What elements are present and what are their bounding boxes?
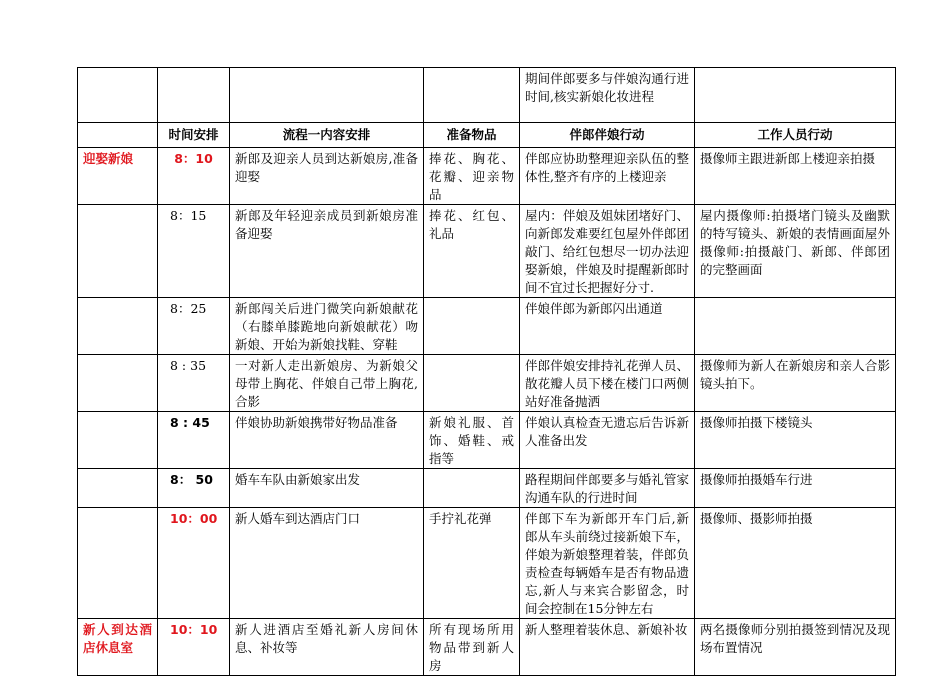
items-cell: 捧花、胸花、花瓣、迎亲物品 xyxy=(424,148,520,205)
staff-action-cell: 摄像师为新人在新娘房和亲人合影镜头拍下。 xyxy=(695,355,896,412)
header-cell-staff-action: 工作人员行动 xyxy=(695,123,896,148)
table-row xyxy=(78,619,896,676)
items-cell: 手拧礼花弹 xyxy=(424,508,520,619)
time-cell: 8：25 xyxy=(158,298,230,355)
time-cell: 8：10 xyxy=(158,148,230,205)
table-row xyxy=(78,148,896,205)
table-cell xyxy=(695,68,896,123)
staff-action-cell: 两名摄像师分别拍摄签到情况及现场布置情况 xyxy=(695,619,896,676)
stage-label xyxy=(78,355,158,412)
table-row xyxy=(78,412,896,469)
bride-groom-action-cell: 伴郎应协助整理迎亲队伍的整体性,整齐有序的上楼迎亲 xyxy=(520,148,695,205)
header-cell-items: 准备物品 xyxy=(424,123,520,148)
time-cell: 8 : 45 xyxy=(158,412,230,469)
table-row xyxy=(78,205,896,298)
content-cell: 婚车车队由新娘家出发 xyxy=(230,469,424,508)
stage-label xyxy=(78,298,158,355)
table-cell xyxy=(424,68,520,123)
items-cell xyxy=(424,298,520,355)
content-cell: 新人进酒店至婚礼新人房间休息、补妆等 xyxy=(230,619,424,676)
stage-label xyxy=(78,412,158,469)
content-cell: 新郎闯关后进门微笑向新娘献花（右膝单膝跪地向新娘献花）吻新娘、开始为新娘找鞋、穿鞋 xyxy=(230,298,424,355)
staff-action-cell xyxy=(695,298,896,355)
content-cell: 新郎及迎亲人员到达新娘房,准备迎娶 xyxy=(230,148,424,205)
time-cell: 8：15 xyxy=(158,205,230,298)
content-cell: 新郎及年轻迎亲成员到新娘房准备迎娶 xyxy=(230,205,424,298)
bride-groom-action-cell: 伴娘伴郎为新郎闪出通道 xyxy=(520,298,695,355)
items-cell: 所有现场所用物品带到新人房 xyxy=(424,619,520,676)
wedding-schedule-table xyxy=(77,67,896,676)
stage-label xyxy=(78,469,158,508)
table-row xyxy=(78,355,896,412)
bride-groom-action-cell: 期间伴郎要多与伴娘沟通行进时间,核实新娘化妆进程 xyxy=(520,68,695,123)
staff-action-cell: 摄像师主跟进新郎上楼迎亲拍摄 xyxy=(695,148,896,205)
table-cell xyxy=(78,68,158,123)
table-row xyxy=(78,298,896,355)
time-cell: 8： 50 xyxy=(158,469,230,508)
staff-action-cell: 摄像师、摄影师拍摄 xyxy=(695,508,896,619)
time-cell: 8 : 35 xyxy=(158,355,230,412)
stage-label: 新人到达酒店休息室 xyxy=(78,619,158,676)
header-cell-time: 时间安排 xyxy=(158,123,230,148)
items-cell: 捧花、红包、礼品 xyxy=(424,205,520,298)
bride-groom-action-cell: 伴娘认真检查无遗忘后告诉新人准备出发 xyxy=(520,412,695,469)
bride-groom-action-cell: 伴郎下车为新郎开车门后,新郎从车头前绕过接新娘下车，伴娘为新娘整理着装，伴郎负责检查每辆婚车是否有物品遗忘,新人与来宾合影留念，时间会控制在15分钟左右 xyxy=(520,508,695,619)
bride-groom-action-cell: 新人整理着装休息、新娘补妆 xyxy=(520,619,695,676)
items-cell: 新娘礼服、首饰、婚鞋、戒指等 xyxy=(424,412,520,469)
time-cell: 10：00 xyxy=(158,508,230,619)
header-cell-bride-groom-action: 伴郎伴娘行动 xyxy=(520,123,695,148)
content-cell: 伴娘协助新娘携带好物品准备 xyxy=(230,412,424,469)
bride-groom-action-cell: 路程期间伴郎要多与婚礼管家沟通车队的行进时间 xyxy=(520,469,695,508)
stage-label xyxy=(78,205,158,298)
table-row xyxy=(78,469,896,508)
bride-groom-action-cell: 伴郎伴娘安排持礼花弹人员、散花瓣人员下楼在楼门口两侧站好准备抛洒 xyxy=(520,355,695,412)
header-cell-content: 流程一内容安排 xyxy=(230,123,424,148)
time-cell: 10：10 xyxy=(158,619,230,676)
items-cell xyxy=(424,469,520,508)
header-cell-stage xyxy=(78,123,158,148)
stage-label xyxy=(78,508,158,619)
table-row xyxy=(78,68,896,123)
items-cell xyxy=(424,355,520,412)
staff-action-cell: 摄像师拍摄下楼镜头 xyxy=(695,412,896,469)
content-cell: 一对新人走出新娘房、为新娘父母带上胸花、伴娘自己带上胸花,合影 xyxy=(230,355,424,412)
table-cell xyxy=(230,68,424,123)
table-cell xyxy=(158,68,230,123)
table-header-row xyxy=(78,123,896,148)
bride-groom-action-cell: 屋内：伴娘及姐妹团堵好门、向新郎发难要红包屋外伴郎团敲门、给红包想尽一切办法迎娶新娘，伴娘及时提醒新郎时间不宜过长把握好分寸. xyxy=(520,205,695,298)
content-cell: 新人婚车到达酒店门口 xyxy=(230,508,424,619)
stage-label: 迎娶新娘 xyxy=(78,148,158,205)
staff-action-cell: 摄像师拍摄婚车行进 xyxy=(695,469,896,508)
staff-action-cell: 屋内摄像师:拍摄堵门镜头及幽默的特写镜头、新娘的表情画面屋外摄像师:拍摄敲门、新郎、伴郎团的完整画面 xyxy=(695,205,896,298)
table-row xyxy=(78,508,896,619)
